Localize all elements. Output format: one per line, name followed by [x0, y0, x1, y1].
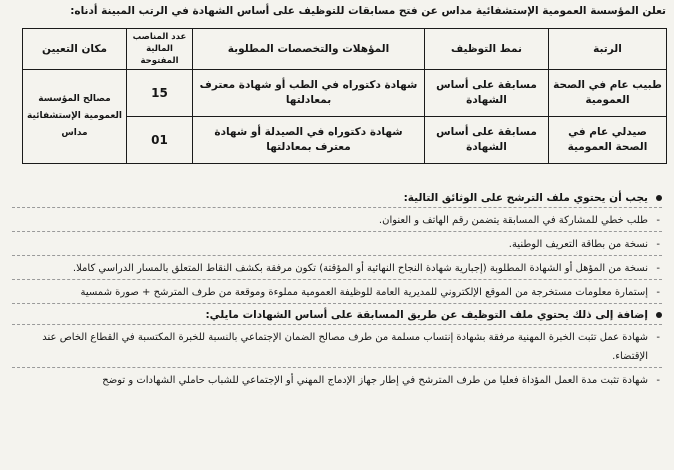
cell-place: مصالح المؤسسة العمومية الإستشفائية مداس [23, 70, 127, 164]
list-item: - شهادة تثبت مدة العمل المؤداة فعليا من طرف المترشح في إطار جهاز الإدماج المهني أو الإجتماعي للشباب حاملي الشهادات و توضح [12, 371, 662, 390]
cell-qualification: شهادة دكتوراه في الصيدلة أو شهادة معترف بمعادلتها [193, 117, 425, 164]
cell-mode: مسابقة على أساس الشهادة [425, 117, 549, 164]
documents-heading [12, 190, 662, 206]
divider [12, 207, 662, 208]
additional-heading-text: إضافة إلى ذلك يحتوي ملف التوظيف عن طريق المسابقة على أساس الشهادات مايلي: [205, 309, 648, 321]
header-mode: نمط التوظيف [425, 29, 549, 70]
cell-grade: طبيب عام في الصحة العمومية [549, 70, 667, 117]
cell-grade: صيدلي عام في الصحة العمومية [549, 117, 667, 164]
additional-documents-heading [12, 307, 662, 323]
divider [12, 279, 662, 280]
cell-mode: مسابقة على أساس الشهادة [425, 70, 549, 117]
list-item-text: إستمارة معلومات مستخرجة من الموقع الإلكتروني للمديرية العامة للوظيفة العمومية مملوءة وموقعة من طرف المترشح + صورة شمسية [80, 287, 648, 298]
documents-heading-text: يجب أن يحتوي ملف الترشح على الوثائق التالية: [403, 192, 648, 204]
table-header-row [23, 29, 667, 70]
divider [12, 303, 662, 304]
table-row [23, 70, 667, 117]
positions-table [22, 28, 667, 164]
divider [12, 255, 662, 256]
header-count: عدد المناصب المالية المفتوحة [127, 29, 193, 70]
bullet-icon [656, 312, 662, 318]
list-item: - طلب خطي للمشاركة في المسابقة يتضمن رقم الهاتف و العنوان. [12, 211, 662, 230]
bullet-icon [656, 195, 662, 201]
announcement-intro: تعلن المؤسسة العمومية الإستشفائية مداس عن فتح مسابقات للتوظيف على أساس الشهادة في الرتب المبينة أدناه: [70, 5, 666, 17]
list-item-text: نسخة من المؤهل أو الشهادة المطلوبة (إجبارية شهادة النجاح النهائية أو المؤقتة) تكون مرفقة بكشف النقاط المتعلق بالمسار الدراسي كاملا. [72, 263, 648, 274]
header-qualification: المؤهلات والتخصصات المطلوبة [193, 29, 425, 70]
list-item-text: شهادة تثبت مدة العمل المؤداة فعليا من طرف المترشح في إطار جهاز الإدماج المهني أو الإجتماعي للشباب حاملي الشهادات و توضح [102, 375, 648, 386]
required-documents [12, 190, 662, 390]
cell-qualification: شهادة دكتوراه في الطب أو شهادة معترف بمعادلتها [193, 70, 425, 117]
cell-count: 15 [127, 70, 193, 117]
divider [12, 231, 662, 232]
divider [12, 324, 662, 325]
list-item: - شهادة عمل تثبت الخبرة المهنية مرفقة بشهادة إنتساب مسلمة من طرف مصالح الضمان الإجتماعي بالنسبة للخبرة المكتسبة في القطاع الخاص عند الإقتضاء. [12, 328, 662, 366]
list-item-text: نسخة من بطاقة التعريف الوطنية. [508, 239, 648, 250]
header-grade: الرتبة [549, 29, 667, 70]
list-item: - نسخة من المؤهل أو الشهادة المطلوبة (إجبارية شهادة النجاح النهائية أو المؤقتة) تكون مرفقة بكشف النقاط المتعلق بالمسار الدراسي كاملا. [12, 259, 662, 278]
cell-count: 01 [127, 117, 193, 164]
list-item: - إستمارة معلومات مستخرجة من الموقع الإلكتروني للمديرية العامة للوظيفة العمومية مملوءة وموقعة من طرف المترشح + صورة شمسية [12, 283, 662, 302]
list-item-text: طلب خطي للمشاركة في المسابقة يتضمن رقم الهاتف و العنوان. [378, 215, 648, 226]
list-item-text: شهادة عمل تثبت الخبرة المهنية مرفقة بشهادة إنتساب مسلمة من طرف مصالح الضمان الإجتماعي بالنسبة للخبرة المكتسبة في القطاع الخاص عند الإقتضاء. [42, 332, 648, 362]
divider [12, 367, 662, 368]
list-item: - نسخة من بطاقة التعريف الوطنية. [12, 235, 662, 254]
header-place: مكان التعيين [23, 29, 127, 70]
